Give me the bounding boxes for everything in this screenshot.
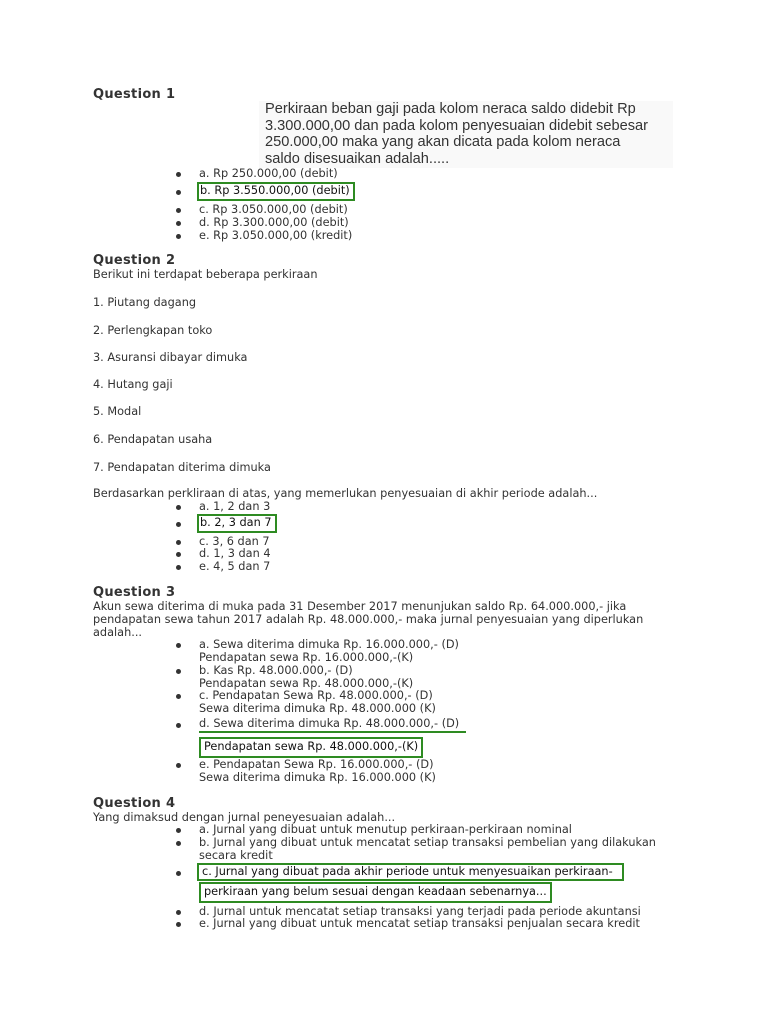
bullet-icon bbox=[176, 522, 181, 527]
prompt-line: Akun sewa diterima di muka pada 31 Desember 2017 menunjukan saldo Rp. 64.000.000,- jika bbox=[93, 600, 627, 613]
option-line: Sewa diterima dimuka Rp. 48.000.000 (K) bbox=[199, 701, 436, 715]
list-item: 7. Pendapatan diterima dimuka bbox=[93, 461, 271, 474]
q2-option-c[interactable]: c. 3, 6 dan 7 bbox=[199, 535, 270, 548]
question-1-prompt bbox=[259, 101, 673, 168]
q4-option-b[interactable] bbox=[199, 837, 656, 862]
bullet-icon bbox=[176, 552, 181, 557]
prompt-line: saldo disesuaikan adalah..... bbox=[265, 150, 450, 167]
option-line: e. Pendapatan Sewa Rp. 16.000.000,- (D) bbox=[199, 758, 434, 771]
bullet-icon bbox=[176, 694, 181, 699]
q4-option-a[interactable]: a. Jurnal yang dibuat untuk menutup perkiraan-perkiraan nominal bbox=[199, 823, 572, 836]
bullet-icon bbox=[176, 828, 181, 833]
prompt-line: Perkiraan beban gaji pada kolom neraca saldo didebit Rp bbox=[265, 101, 636, 117]
question-1-title: Question 1 bbox=[93, 87, 176, 102]
prompt-line: adalah... bbox=[93, 626, 143, 639]
q3-option-a[interactable] bbox=[199, 639, 459, 664]
option-line: Pendapatan sewa Rp. 48.000.000,-(K) bbox=[199, 676, 414, 690]
option-line: secara kredit bbox=[199, 848, 273, 862]
q1-option-c[interactable]: c. Rp 3.050.000,00 (debit) bbox=[199, 203, 348, 216]
question-4-title: Question 4 bbox=[93, 796, 176, 811]
prompt-line: pendapatan sewa tahun 2017 adalah Rp. 48.000.000,- maka jurnal penyesuaian yang diperlukan bbox=[93, 613, 644, 626]
bullet-icon bbox=[176, 723, 181, 728]
q1-option-b-selected[interactable]: b. Rp 3.550.000,00 (debit) bbox=[197, 182, 355, 201]
option-line: Sewa diterima dimuka Rp. 16.000.000 (K) bbox=[199, 770, 436, 784]
q1-option-a[interactable]: a. Rp 250.000,00 (debit) bbox=[199, 167, 338, 180]
q4-option-c-selected-line2[interactable]: perkiraan yang belum sesuai dengan keadaan sebenarnya... bbox=[199, 882, 552, 903]
list-item: 6. Pendapatan usaha bbox=[93, 433, 213, 446]
bullet-icon bbox=[176, 172, 181, 177]
question-2-title: Question 2 bbox=[93, 253, 176, 268]
q3-option-b[interactable] bbox=[199, 665, 413, 690]
bullet-icon bbox=[176, 565, 181, 570]
q3-option-e[interactable] bbox=[199, 759, 436, 784]
question-4-prompt: Yang dimaksud dengan jurnal peneyesuaian adalah... bbox=[93, 811, 396, 824]
q3-option-c[interactable] bbox=[199, 690, 436, 715]
bullet-icon bbox=[176, 208, 181, 213]
option-line: b. Kas Rp. 48.000.000,- (D) bbox=[199, 664, 353, 677]
list-item: 2. Perlengkapan toko bbox=[93, 324, 213, 337]
q1-option-e[interactable]: e. Rp 3.050.000,00 (kredit) bbox=[199, 229, 353, 242]
q2-option-e[interactable]: e. 4, 5 dan 7 bbox=[199, 560, 271, 573]
list-item: 5. Modal bbox=[93, 405, 142, 418]
q3-option-d-selected-line2[interactable]: Pendapatan sewa Rp. 48.000.000,-(K) bbox=[199, 737, 423, 758]
option-line: c. Pendapatan Sewa Rp. 48.000.000,- (D) bbox=[199, 689, 433, 702]
bullet-icon bbox=[176, 910, 181, 915]
prompt-line: 250.000,00 maka yang akan dicata pada kolom neraca bbox=[265, 134, 621, 150]
q2-option-a[interactable]: a. 1, 2 dan 3 bbox=[199, 500, 271, 513]
q3-option-d-selected[interactable]: d. Sewa diterima dimuka Rp. 48.000.000,- (D) bbox=[199, 718, 466, 733]
bullet-icon bbox=[176, 669, 181, 674]
option-line: b. Jurnal yang dibuat untuk mencatat setiap transaksi pembelian yang dilakukan bbox=[199, 836, 656, 849]
bullet-icon bbox=[176, 234, 181, 239]
list-item: 4. Hutang gaji bbox=[93, 378, 173, 391]
bullet-icon bbox=[176, 643, 181, 648]
question-2-intro: Berikut ini terdapat beberapa perkiraan bbox=[93, 268, 318, 281]
bullet-icon bbox=[176, 871, 181, 876]
list-item: 1. Piutang dagang bbox=[93, 296, 197, 309]
bullet-icon bbox=[176, 505, 181, 510]
prompt-line: 3.300.000,00 dan pada kolom penyesuaian didebit sebesar bbox=[265, 117, 648, 134]
q1-option-d[interactable]: d. Rp 3.300.000,00 (debit) bbox=[199, 216, 349, 229]
question-3-prompt bbox=[93, 600, 643, 639]
q2-option-b-selected[interactable]: b. 2, 3 dan 7 bbox=[197, 514, 277, 533]
bullet-icon bbox=[176, 841, 181, 846]
q4-option-d[interactable]: d. Jurnal untuk mencatat setiap transaksi yang terjadi pada periode akuntansi bbox=[199, 905, 641, 918]
list-item: 3. Asuransi dibayar dimuka bbox=[93, 351, 248, 364]
bullet-icon bbox=[176, 221, 181, 226]
bullet-icon bbox=[176, 540, 181, 545]
question-3-title: Question 3 bbox=[93, 585, 176, 600]
q2-option-d[interactable]: d. 1, 3 dan 4 bbox=[199, 547, 271, 560]
q4-option-c-selected[interactable]: c. Jurnal yang dibuat pada akhir periode untuk menyesuaikan perkiraan- bbox=[197, 863, 624, 881]
q4-option-e[interactable]: e. Jurnal yang dibuat untuk mencatat setiap transaksi penjualan secara kredit bbox=[199, 917, 640, 930]
bullet-icon bbox=[176, 922, 181, 927]
option-line: a. Sewa diterima dimuka Rp. 16.000.000,- (D) bbox=[199, 638, 459, 651]
option-line: Pendapatan sewa Rp. 16.000.000,-(K) bbox=[199, 650, 414, 664]
bullet-icon bbox=[176, 190, 181, 195]
bullet-icon bbox=[176, 763, 181, 768]
question-2-question: Berdasarkan perkliraan di atas, yang memerlukan penyesuaian di akhir periode adalah... bbox=[93, 487, 598, 500]
